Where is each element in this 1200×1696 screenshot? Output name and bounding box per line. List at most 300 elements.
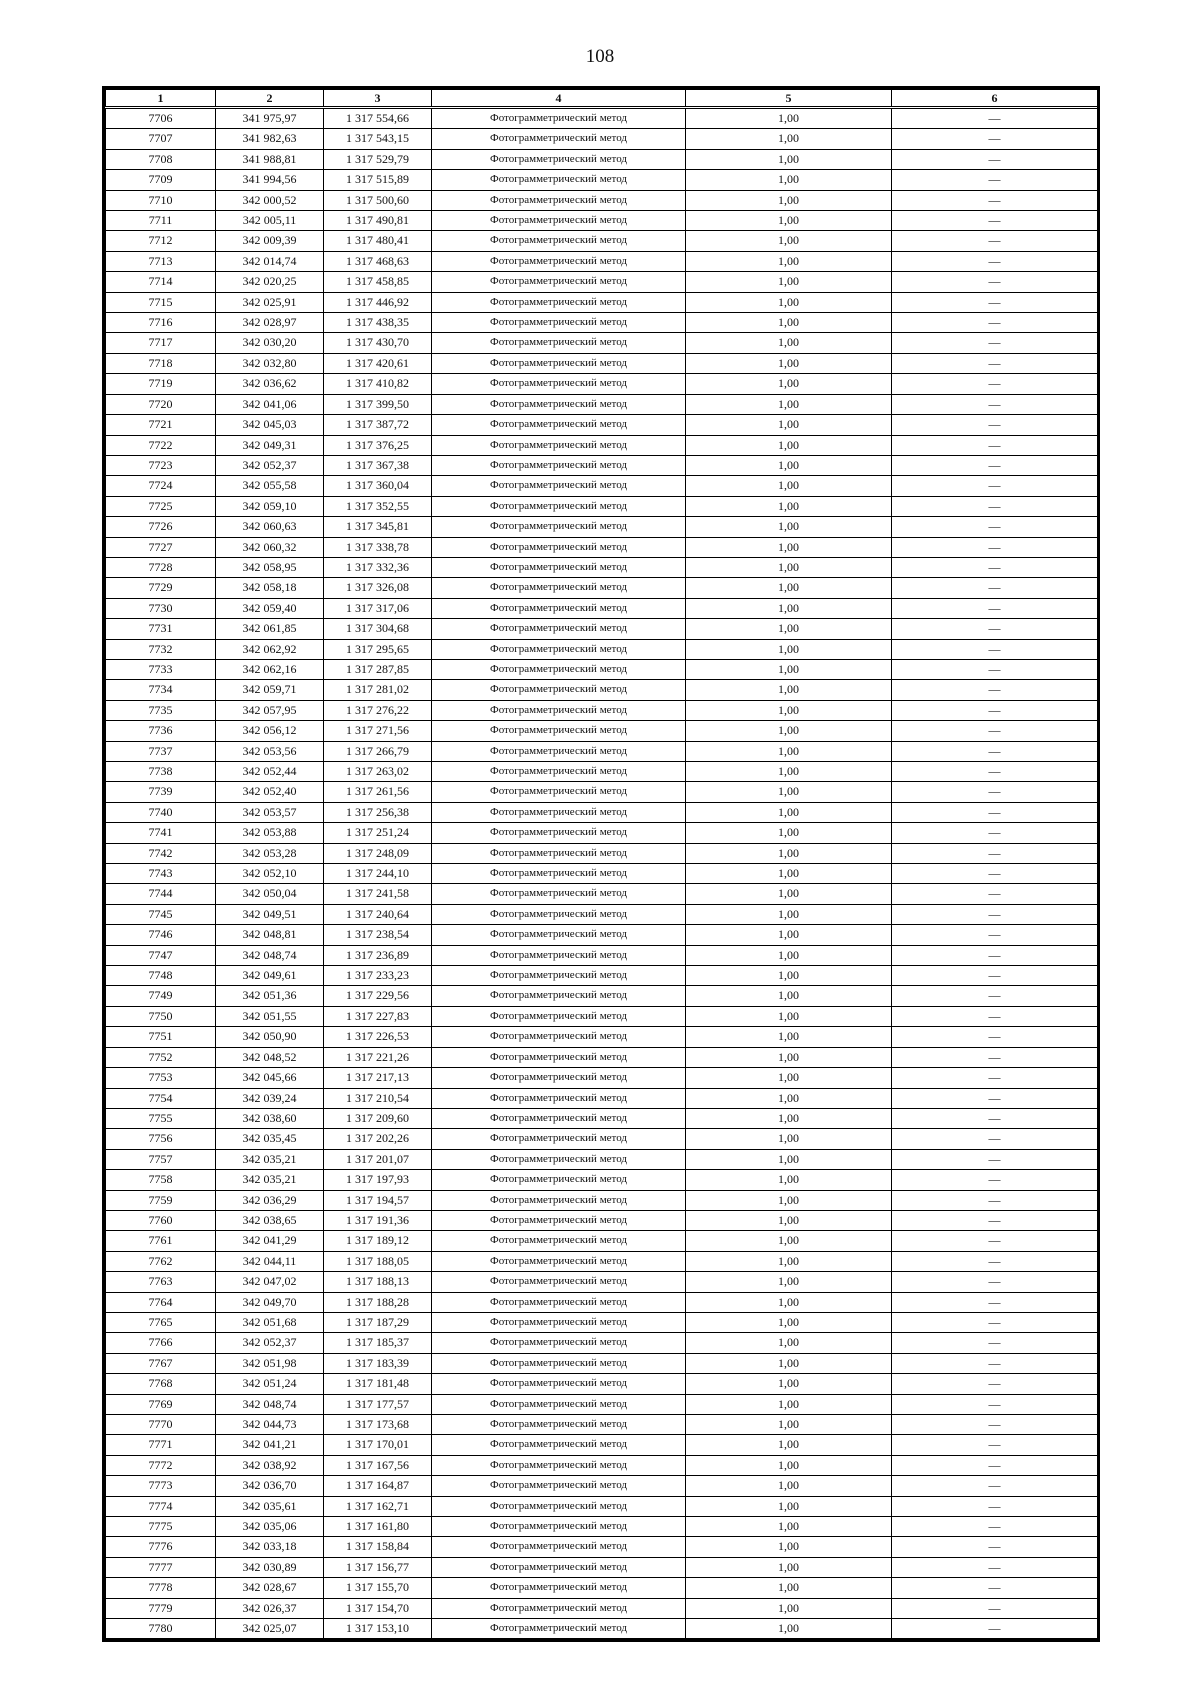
point-number-cell: 7741 <box>106 823 216 843</box>
x-coordinate-cell: 342 014,74 <box>216 251 324 271</box>
table-row <box>106 1435 1098 1455</box>
x-coordinate-cell: 342 041,06 <box>216 394 324 414</box>
point-number-cell: 7766 <box>106 1333 216 1353</box>
method-cell: Фотограмметрический метод <box>432 1190 686 1210</box>
description-cell: — <box>892 1272 1098 1292</box>
accuracy-cell: 1,00 <box>686 1353 892 1373</box>
table-row <box>106 394 1098 414</box>
table-row <box>106 1129 1098 1149</box>
y-coordinate-cell: 1 317 221,26 <box>324 1047 432 1067</box>
method-cell: Фотограмметрический метод <box>432 1435 686 1455</box>
y-coordinate-cell: 1 317 387,72 <box>324 415 432 435</box>
table-row <box>106 292 1098 312</box>
description-cell: — <box>892 455 1098 475</box>
description-cell: — <box>892 1374 1098 1394</box>
point-number-cell: 7768 <box>106 1374 216 1394</box>
y-coordinate-cell: 1 317 181,48 <box>324 1374 432 1394</box>
accuracy-cell: 1,00 <box>686 1415 892 1435</box>
accuracy-cell: 1,00 <box>686 1517 892 1537</box>
method-cell: Фотограмметрический метод <box>432 578 686 598</box>
y-coordinate-cell: 1 317 263,02 <box>324 762 432 782</box>
table-row <box>106 537 1098 557</box>
table-row <box>106 313 1098 333</box>
x-coordinate-cell: 342 028,67 <box>216 1578 324 1598</box>
y-coordinate-cell: 1 317 236,89 <box>324 945 432 965</box>
description-cell: — <box>892 639 1098 659</box>
method-cell: Фотограмметрический метод <box>432 721 686 741</box>
accuracy-cell: 1,00 <box>686 476 892 496</box>
accuracy-cell: 1,00 <box>686 966 892 986</box>
accuracy-cell: 1,00 <box>686 537 892 557</box>
table-row <box>106 1170 1098 1190</box>
y-coordinate-cell: 1 317 164,87 <box>324 1476 432 1496</box>
method-cell: Фотограмметрический метод <box>432 1578 686 1598</box>
x-coordinate-cell: 342 058,18 <box>216 578 324 598</box>
y-coordinate-cell: 1 317 468,63 <box>324 251 432 271</box>
table-row <box>106 619 1098 639</box>
y-coordinate-cell: 1 317 202,26 <box>324 1129 432 1149</box>
x-coordinate-cell: 342 025,07 <box>216 1619 324 1639</box>
x-coordinate-cell: 342 062,16 <box>216 659 324 679</box>
description-cell: — <box>892 782 1098 802</box>
point-number-cell: 7757 <box>106 1149 216 1169</box>
header-col-5: 5 <box>686 90 892 108</box>
point-number-cell: 7706 <box>106 108 216 129</box>
y-coordinate-cell: 1 317 233,23 <box>324 966 432 986</box>
accuracy-cell: 1,00 <box>686 578 892 598</box>
table-row <box>106 517 1098 537</box>
table-row <box>106 435 1098 455</box>
accuracy-cell: 1,00 <box>686 1088 892 1108</box>
method-cell: Фотограмметрический метод <box>432 129 686 149</box>
table-row <box>106 1517 1098 1537</box>
description-cell: — <box>892 1312 1098 1332</box>
x-coordinate-cell: 342 033,18 <box>216 1537 324 1557</box>
point-number-cell: 7750 <box>106 1006 216 1026</box>
method-cell: Фотограмметрический метод <box>432 1537 686 1557</box>
table-row <box>106 557 1098 577</box>
x-coordinate-cell: 342 032,80 <box>216 353 324 373</box>
y-coordinate-cell: 1 317 367,38 <box>324 455 432 475</box>
method-cell: Фотограмметрический метод <box>432 782 686 802</box>
y-coordinate-cell: 1 317 360,04 <box>324 476 432 496</box>
method-cell: Фотограмметрический метод <box>432 231 686 251</box>
description-cell: — <box>892 762 1098 782</box>
description-cell: — <box>892 1353 1098 1373</box>
point-number-cell: 7754 <box>106 1088 216 1108</box>
table-row <box>106 986 1098 1006</box>
x-coordinate-cell: 341 988,81 <box>216 149 324 169</box>
table-row <box>106 1149 1098 1169</box>
y-coordinate-cell: 1 317 241,58 <box>324 884 432 904</box>
accuracy-cell: 1,00 <box>686 1598 892 1618</box>
accuracy-cell: 1,00 <box>686 1190 892 1210</box>
accuracy-cell: 1,00 <box>686 843 892 863</box>
point-number-cell: 7719 <box>106 374 216 394</box>
y-coordinate-cell: 1 317 185,37 <box>324 1333 432 1353</box>
table-row <box>106 1190 1098 1210</box>
description-cell: — <box>892 190 1098 210</box>
accuracy-cell: 1,00 <box>686 374 892 394</box>
description-cell: — <box>892 211 1098 231</box>
accuracy-cell: 1,00 <box>686 1047 892 1067</box>
point-number-cell: 7721 <box>106 415 216 435</box>
point-number-cell: 7735 <box>106 700 216 720</box>
point-number-cell: 7711 <box>106 211 216 231</box>
description-cell: — <box>892 557 1098 577</box>
description-cell: — <box>892 1394 1098 1414</box>
accuracy-cell: 1,00 <box>686 1149 892 1169</box>
description-cell: — <box>892 598 1098 618</box>
description-cell: — <box>892 843 1098 863</box>
method-cell: Фотограмметрический метод <box>432 394 686 414</box>
description-cell: — <box>892 1455 1098 1475</box>
accuracy-cell: 1,00 <box>686 1455 892 1475</box>
y-coordinate-cell: 1 317 480,41 <box>324 231 432 251</box>
y-coordinate-cell: 1 317 153,10 <box>324 1619 432 1639</box>
x-coordinate-cell: 342 055,58 <box>216 476 324 496</box>
y-coordinate-cell: 1 317 188,28 <box>324 1292 432 1312</box>
description-cell: — <box>892 1190 1098 1210</box>
y-coordinate-cell: 1 317 187,29 <box>324 1312 432 1332</box>
x-coordinate-cell: 342 050,90 <box>216 1027 324 1047</box>
x-coordinate-cell: 342 048,81 <box>216 925 324 945</box>
table-row <box>106 231 1098 251</box>
method-cell: Фотограмметрический метод <box>432 986 686 1006</box>
method-cell: Фотограмметрический метод <box>432 1353 686 1373</box>
y-coordinate-cell: 1 317 170,01 <box>324 1435 432 1455</box>
x-coordinate-cell: 342 051,36 <box>216 986 324 1006</box>
description-cell: — <box>892 333 1098 353</box>
method-cell: Фотограмметрический метод <box>432 476 686 496</box>
point-number-cell: 7728 <box>106 557 216 577</box>
accuracy-cell: 1,00 <box>686 394 892 414</box>
y-coordinate-cell: 1 317 490,81 <box>324 211 432 231</box>
y-coordinate-cell: 1 317 326,08 <box>324 578 432 598</box>
point-number-cell: 7707 <box>106 129 216 149</box>
method-cell: Фотограмметрический метод <box>432 925 686 945</box>
description-cell: — <box>892 108 1098 129</box>
point-number-cell: 7772 <box>106 1455 216 1475</box>
table-row <box>106 1619 1098 1639</box>
accuracy-cell: 1,00 <box>686 1006 892 1026</box>
y-coordinate-cell: 1 317 543,15 <box>324 129 432 149</box>
method-cell: Фотограмметрический метод <box>432 170 686 190</box>
y-coordinate-cell: 1 317 154,70 <box>324 1598 432 1618</box>
method-cell: Фотограмметрический метод <box>432 1068 686 1088</box>
point-number-cell: 7763 <box>106 1272 216 1292</box>
description-cell: — <box>892 1068 1098 1088</box>
point-number-cell: 7767 <box>106 1353 216 1373</box>
point-number-cell: 7765 <box>106 1312 216 1332</box>
point-number-cell: 7764 <box>106 1292 216 1312</box>
x-coordinate-cell: 342 062,92 <box>216 639 324 659</box>
x-coordinate-cell: 342 028,97 <box>216 313 324 333</box>
table-row <box>106 496 1098 516</box>
method-cell: Фотограмметрический метод <box>432 1394 686 1414</box>
table-row <box>106 1068 1098 1088</box>
point-number-cell: 7760 <box>106 1210 216 1230</box>
x-coordinate-cell: 342 059,40 <box>216 598 324 618</box>
table-row <box>106 1312 1098 1332</box>
y-coordinate-cell: 1 317 276,22 <box>324 700 432 720</box>
x-coordinate-cell: 342 038,92 <box>216 1455 324 1475</box>
description-cell: — <box>892 1619 1098 1639</box>
x-coordinate-cell: 342 041,29 <box>216 1231 324 1251</box>
point-number-cell: 7748 <box>106 966 216 986</box>
description-cell: — <box>892 313 1098 333</box>
header-row <box>106 90 1098 108</box>
table-row <box>106 1353 1098 1373</box>
accuracy-cell: 1,00 <box>686 231 892 251</box>
accuracy-cell: 1,00 <box>686 251 892 271</box>
method-cell: Фотограмметрический метод <box>432 108 686 129</box>
description-cell: — <box>892 170 1098 190</box>
description-cell: — <box>892 659 1098 679</box>
header-col-4: 4 <box>432 90 686 108</box>
y-coordinate-cell: 1 317 183,39 <box>324 1353 432 1373</box>
y-coordinate-cell: 1 317 248,09 <box>324 843 432 863</box>
table-row <box>106 149 1098 169</box>
method-cell: Фотограмметрический метод <box>432 1415 686 1435</box>
x-coordinate-cell: 342 052,37 <box>216 1333 324 1353</box>
x-coordinate-cell: 342 059,71 <box>216 680 324 700</box>
y-coordinate-cell: 1 317 188,13 <box>324 1272 432 1292</box>
description-cell: — <box>892 537 1098 557</box>
x-coordinate-cell: 342 044,73 <box>216 1415 324 1435</box>
table-row <box>106 823 1098 843</box>
method-cell: Фотограмметрический метод <box>432 1006 686 1026</box>
method-cell: Фотограмметрический метод <box>432 517 686 537</box>
accuracy-cell: 1,00 <box>686 1394 892 1414</box>
table-row <box>106 578 1098 598</box>
point-number-cell: 7777 <box>106 1557 216 1577</box>
y-coordinate-cell: 1 317 500,60 <box>324 190 432 210</box>
x-coordinate-cell: 342 056,12 <box>216 721 324 741</box>
method-cell: Фотограмметрический метод <box>432 1149 686 1169</box>
x-coordinate-cell: 342 044,11 <box>216 1251 324 1271</box>
table-row <box>106 1251 1098 1271</box>
x-coordinate-cell: 342 036,29 <box>216 1190 324 1210</box>
description-cell: — <box>892 1415 1098 1435</box>
table-row <box>106 1272 1098 1292</box>
method-cell: Фотограмметрический метод <box>432 1557 686 1577</box>
table-body <box>106 108 1098 1639</box>
x-coordinate-cell: 342 035,45 <box>216 1129 324 1149</box>
point-number-cell: 7732 <box>106 639 216 659</box>
x-coordinate-cell: 342 025,91 <box>216 292 324 312</box>
point-number-cell: 7770 <box>106 1415 216 1435</box>
accuracy-cell: 1,00 <box>686 149 892 169</box>
point-number-cell: 7727 <box>106 537 216 557</box>
description-cell: — <box>892 986 1098 1006</box>
method-cell: Фотограмметрический метод <box>432 884 686 904</box>
table-row <box>106 1537 1098 1557</box>
method-cell: Фотограмметрический метод <box>432 292 686 312</box>
accuracy-cell: 1,00 <box>686 455 892 475</box>
accuracy-cell: 1,00 <box>686 1108 892 1128</box>
table-row <box>106 415 1098 435</box>
description-cell: — <box>892 517 1098 537</box>
method-cell: Фотограмметрический метод <box>432 455 686 475</box>
method-cell: Фотограмметрический метод <box>432 700 686 720</box>
method-cell: Фотограмметрический метод <box>432 1231 686 1251</box>
point-number-cell: 7780 <box>106 1619 216 1639</box>
description-cell: — <box>892 1435 1098 1455</box>
description-cell: — <box>892 1149 1098 1169</box>
accuracy-cell: 1,00 <box>686 782 892 802</box>
method-cell: Фотограмметрический метод <box>432 353 686 373</box>
description-cell: — <box>892 802 1098 822</box>
method-cell: Фотограмметрический метод <box>432 374 686 394</box>
method-cell: Фотограмметрический метод <box>432 251 686 271</box>
description-cell: — <box>892 374 1098 394</box>
point-number-cell: 7775 <box>106 1517 216 1537</box>
point-number-cell: 7749 <box>106 986 216 1006</box>
description-cell: — <box>892 823 1098 843</box>
x-coordinate-cell: 342 041,21 <box>216 1435 324 1455</box>
accuracy-cell: 1,00 <box>686 292 892 312</box>
method-cell: Фотограмметрический метод <box>432 1292 686 1312</box>
y-coordinate-cell: 1 317 227,83 <box>324 1006 432 1026</box>
y-coordinate-cell: 1 317 304,68 <box>324 619 432 639</box>
y-coordinate-cell: 1 317 197,93 <box>324 1170 432 1190</box>
x-coordinate-cell: 342 057,95 <box>216 700 324 720</box>
x-coordinate-cell: 342 035,21 <box>216 1170 324 1190</box>
point-number-cell: 7717 <box>106 333 216 353</box>
description-cell: — <box>892 721 1098 741</box>
table-row <box>106 680 1098 700</box>
y-coordinate-cell: 1 317 295,65 <box>324 639 432 659</box>
method-cell: Фотограмметрический метод <box>432 435 686 455</box>
point-number-cell: 7731 <box>106 619 216 639</box>
x-coordinate-cell: 342 045,03 <box>216 415 324 435</box>
description-cell: — <box>892 272 1098 292</box>
y-coordinate-cell: 1 317 338,78 <box>324 537 432 557</box>
accuracy-cell: 1,00 <box>686 1068 892 1088</box>
method-cell: Фотограмметрический метод <box>432 557 686 577</box>
description-cell: — <box>892 435 1098 455</box>
accuracy-cell: 1,00 <box>686 925 892 945</box>
x-coordinate-cell: 342 035,21 <box>216 1149 324 1169</box>
point-number-cell: 7747 <box>106 945 216 965</box>
y-coordinate-cell: 1 317 410,82 <box>324 374 432 394</box>
accuracy-cell: 1,00 <box>686 517 892 537</box>
point-number-cell: 7716 <box>106 313 216 333</box>
table-row <box>106 190 1098 210</box>
y-coordinate-cell: 1 317 345,81 <box>324 517 432 537</box>
description-cell: — <box>892 394 1098 414</box>
x-coordinate-cell: 342 039,24 <box>216 1088 324 1108</box>
table-row <box>106 374 1098 394</box>
table-row <box>106 108 1098 129</box>
description-cell: — <box>892 1557 1098 1577</box>
point-number-cell: 7729 <box>106 578 216 598</box>
x-coordinate-cell: 342 052,37 <box>216 455 324 475</box>
accuracy-cell: 1,00 <box>686 802 892 822</box>
header-col-2: 2 <box>216 90 324 108</box>
point-number-cell: 7739 <box>106 782 216 802</box>
method-cell: Фотограмметрический метод <box>432 1272 686 1292</box>
y-coordinate-cell: 1 317 177,57 <box>324 1394 432 1414</box>
point-number-cell: 7779 <box>106 1598 216 1618</box>
description-cell: — <box>892 1517 1098 1537</box>
x-coordinate-cell: 342 053,56 <box>216 741 324 761</box>
point-number-cell: 7746 <box>106 925 216 945</box>
point-number-cell: 7720 <box>106 394 216 414</box>
accuracy-cell: 1,00 <box>686 884 892 904</box>
accuracy-cell: 1,00 <box>686 272 892 292</box>
y-coordinate-cell: 1 317 161,80 <box>324 1517 432 1537</box>
accuracy-cell: 1,00 <box>686 986 892 1006</box>
table-row <box>106 945 1098 965</box>
point-number-cell: 7743 <box>106 864 216 884</box>
x-coordinate-cell: 342 059,10 <box>216 496 324 516</box>
x-coordinate-cell: 342 035,06 <box>216 1517 324 1537</box>
method-cell: Фотограмметрический метод <box>432 313 686 333</box>
table-row <box>106 700 1098 720</box>
y-coordinate-cell: 1 317 261,56 <box>324 782 432 802</box>
x-coordinate-cell: 342 048,74 <box>216 945 324 965</box>
point-number-cell: 7758 <box>106 1170 216 1190</box>
description-cell: — <box>892 741 1098 761</box>
method-cell: Фотограмметрический метод <box>432 1129 686 1149</box>
table-row <box>106 741 1098 761</box>
accuracy-cell: 1,00 <box>686 108 892 129</box>
accuracy-cell: 1,00 <box>686 1619 892 1639</box>
x-coordinate-cell: 342 038,65 <box>216 1210 324 1230</box>
accuracy-cell: 1,00 <box>686 1272 892 1292</box>
x-coordinate-cell: 341 994,56 <box>216 170 324 190</box>
point-number-cell: 7722 <box>106 435 216 455</box>
y-coordinate-cell: 1 317 317,06 <box>324 598 432 618</box>
description-cell: — <box>892 578 1098 598</box>
y-coordinate-cell: 1 317 251,24 <box>324 823 432 843</box>
description-cell: — <box>892 904 1098 924</box>
method-cell: Фотограмметрический метод <box>432 1251 686 1271</box>
table-row <box>106 353 1098 373</box>
point-number-cell: 7778 <box>106 1578 216 1598</box>
description-cell: — <box>892 1027 1098 1047</box>
method-cell: Фотограмметрический метод <box>432 1496 686 1516</box>
method-cell: Фотограмметрический метод <box>432 1047 686 1067</box>
point-number-cell: 7737 <box>106 741 216 761</box>
point-number-cell: 7740 <box>106 802 216 822</box>
description-cell: — <box>892 966 1098 986</box>
y-coordinate-cell: 1 317 446,92 <box>324 292 432 312</box>
accuracy-cell: 1,00 <box>686 211 892 231</box>
method-cell: Фотограмметрический метод <box>432 802 686 822</box>
y-coordinate-cell: 1 317 244,10 <box>324 864 432 884</box>
table-row <box>106 659 1098 679</box>
description-cell: — <box>892 1537 1098 1557</box>
point-number-cell: 7725 <box>106 496 216 516</box>
method-cell: Фотограмметрический метод <box>432 1210 686 1230</box>
table-row <box>106 1394 1098 1414</box>
description-cell: — <box>892 415 1098 435</box>
x-coordinate-cell: 342 049,31 <box>216 435 324 455</box>
x-coordinate-cell: 342 026,37 <box>216 1598 324 1618</box>
point-number-cell: 7714 <box>106 272 216 292</box>
description-cell: — <box>892 496 1098 516</box>
method-cell: Фотограмметрический метод <box>432 1108 686 1128</box>
x-coordinate-cell: 342 052,10 <box>216 864 324 884</box>
description-cell: — <box>892 1129 1098 1149</box>
point-number-cell: 7756 <box>106 1129 216 1149</box>
y-coordinate-cell: 1 317 238,54 <box>324 925 432 945</box>
accuracy-cell: 1,00 <box>686 721 892 741</box>
y-coordinate-cell: 1 317 173,68 <box>324 1415 432 1435</box>
